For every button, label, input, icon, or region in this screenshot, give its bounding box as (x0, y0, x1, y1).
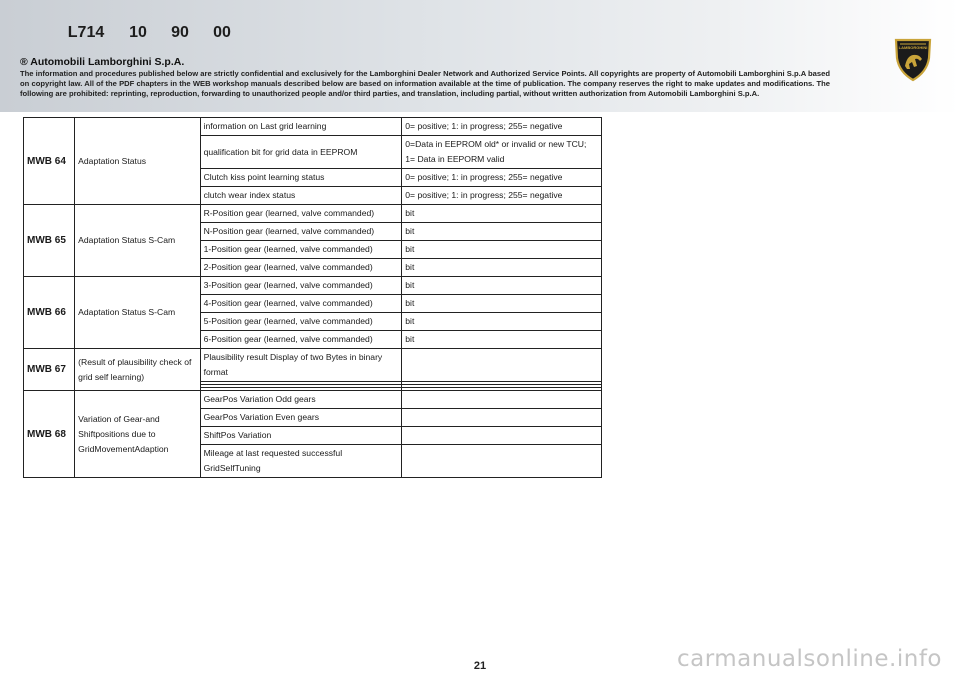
description-cell: Adaptation Status S-Cam (75, 205, 200, 277)
value-cell (402, 427, 602, 445)
copyright-title: ® Automobili Lamborghini S.p.A. (20, 56, 185, 68)
copyright-text: The information and procedures published below are strictly confidential and exclusively for the Lamborghini Dealer Network and Authorized Service Points. All copyrights are property of Automobili Lamborghini S.p.A based on copyright law. All of the PDF chapters in the WEB workshop manuals described below are based on information available at the time of publication. The company reserves the right to make updates and modifications. The following are prohibited: reprinting, reproduction, forwarding to unauthorized people and/or third parties, and translation, including partial, without written authorization from Automobili Lamborghini S.p.A. (20, 69, 830, 98)
document-code (58, 22, 246, 44)
parameter-cell: 3-Position gear (learned, valve commanded) (200, 277, 402, 295)
code-section: 00 (213, 24, 231, 41)
value-cell: bit (402, 259, 602, 277)
parameter-cell: Mileage at last requested successful GridSelfTuning (200, 445, 402, 478)
value-cell (402, 409, 602, 427)
mwb-cell: MWB 66 (24, 277, 75, 349)
parameter-cell: Plausibility result Display of two Bytes in binary format (200, 349, 402, 382)
parameter-cell: R-Position gear (learned, valve commanded) (200, 205, 402, 223)
description-cell: Adaptation Status S-Cam (75, 277, 200, 349)
value-cell: 0= positive; 1: in progress; 255= negative (402, 118, 602, 136)
description-cell: Variation of Gear-and Shiftpositions due to GridMovementAdaption (75, 391, 200, 478)
parameter-cell: 6-Position gear (learned, valve commanded) (200, 331, 402, 349)
code-model: L714 (67, 24, 105, 41)
mwb-cell: MWB 65 (24, 205, 75, 277)
value-cell: bit (402, 223, 602, 241)
svg-text:LAMBORGHINI: LAMBORGHINI (898, 45, 928, 50)
parameter-cell: GearPos Variation Odd gears (200, 391, 402, 409)
parameter-cell: 1-Position gear (learned, valve commanded) (200, 241, 402, 259)
parameter-cell: information on Last grid learning (200, 118, 402, 136)
lamborghini-logo-icon (893, 36, 933, 82)
table-row (24, 205, 602, 223)
value-cell: 0=Data in EEPROM old* or invalid or new TCU; 1= Data in EEPORM valid (402, 136, 602, 169)
parameter-cell: N-Position gear (learned, valve commanded) (200, 223, 402, 241)
copyright-notice (20, 56, 830, 99)
table-row (24, 118, 602, 136)
value-cell: 0= positive; 1: in progress; 255= negative (402, 187, 602, 205)
code-group: 10 (129, 24, 147, 41)
parameter-cell: 4-Position gear (learned, valve commanded) (200, 295, 402, 313)
table-row (24, 391, 602, 409)
value-cell: bit (402, 277, 602, 295)
value-cell: bit (402, 313, 602, 331)
parameter-cell: ShiftPos Variation (200, 427, 402, 445)
value-cell: 0= positive; 1: in progress; 255= negative (402, 169, 602, 187)
parameter-cell: Clutch kiss point learning status (200, 169, 402, 187)
page-number: 21 (473, 660, 487, 672)
table-row (24, 277, 602, 295)
mwb-cell: MWB 64 (24, 118, 75, 205)
value-cell (402, 391, 602, 409)
code-subgroup: 90 (171, 24, 189, 41)
watermark: carmanualsonline.info (676, 646, 942, 672)
parameter-cell: 5-Position gear (learned, valve commanded) (200, 313, 402, 331)
value-cell: bit (402, 331, 602, 349)
value-cell (402, 445, 602, 478)
value-cell (402, 349, 602, 382)
mwb-cell: MWB 67 (24, 349, 75, 391)
value-cell: bit (402, 295, 602, 313)
value-cell: bit (402, 205, 602, 223)
table-row (24, 349, 602, 382)
description-cell: Adaptation Status (75, 118, 200, 205)
parameter-cell: qualification bit for grid data in EEPROM (200, 136, 402, 169)
value-cell: bit (402, 241, 602, 259)
description-cell: (Result of plausibility check of grid self learning) (75, 349, 200, 391)
parameter-cell: clutch wear index status (200, 187, 402, 205)
parameter-cell: GearPos Variation Even gears (200, 409, 402, 427)
mwb-cell: MWB 68 (24, 391, 75, 478)
parameter-cell: 2-Position gear (learned, valve commanded) (200, 259, 402, 277)
mwb-table (23, 117, 602, 478)
